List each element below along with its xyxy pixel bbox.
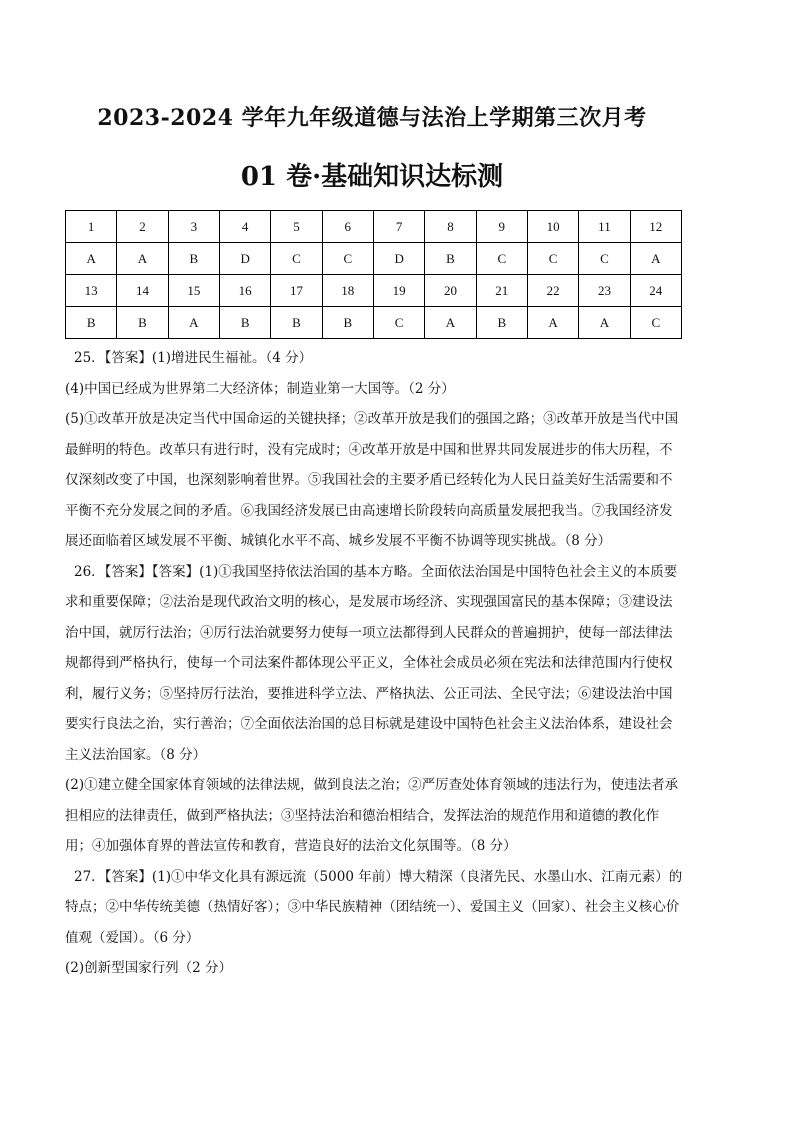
answer-letter-cell: B — [476, 307, 527, 339]
answer-explanations — [65, 343, 685, 984]
question-number-cell: 15 — [168, 275, 219, 307]
answer-letter-cell: C — [322, 243, 373, 275]
answer-27-part2: (2)创新型国家行列（2 分） — [65, 960, 233, 976]
answer-letter-cell: B — [66, 307, 117, 339]
answer-letter-cell: B — [117, 307, 168, 339]
question-number-cell: 20 — [425, 275, 476, 307]
answer-letter-cell: A — [66, 243, 117, 275]
answer-letter-row — [66, 307, 682, 339]
answer-letter-cell: C — [579, 243, 630, 275]
answer-25-part4: (4)中国已经成为世界第二大经济体；制造业第一大国等。（2 分） — [65, 380, 455, 397]
answer-letter-cell: C — [527, 243, 578, 275]
document-title: 2023-2024 学年九年级道德与法治上学期第三次月考 — [97, 105, 647, 131]
answer-letter-cell: A — [579, 307, 630, 339]
answer-letter-cell: D — [219, 243, 270, 275]
answer-letter-cell: B — [322, 307, 373, 339]
question-number-cell: 18 — [322, 275, 373, 307]
answer-26-part1: 26．【答案】【答案】(1)①我国坚持依法治国的基本方略。全面依法治国是中国特色社会主义的本质要求和重要保障；②法治是现代政治文明的核心，是发展市场经济、实现强国富民的基本保障；③建设法治中国，就厉行法治；④厉行法治就要努力使每一项立法都得到人民群众的普遍拥护，使每一部法律法规都得到严格执行，使每一个司法案件都体现公平正义，全体社会成员必须在宪法和法律范围内行使权利，履行义务；⑤坚持厉行法治，要推进科学立法、严格执法、公正司法、全民守法；⑥建设法治中国要实行良法之治，实行善治；⑦全面依法治国的总目标就是建设中国特色社会主义法治体系，建设社会主义法治国家。（8 分） — [65, 563, 678, 763]
question-number-cell: 10 — [527, 211, 578, 243]
question-number-cell: 13 — [66, 275, 117, 307]
answer-table — [65, 210, 682, 339]
question-number-cell: 19 — [373, 275, 424, 307]
answer-letter-cell: C — [373, 307, 424, 339]
question-number-cell: 4 — [219, 211, 270, 243]
question-number-cell: 16 — [219, 275, 270, 307]
answer-letter-cell: C — [476, 243, 527, 275]
question-number-row — [66, 275, 682, 307]
answer-letter-cell: A — [425, 307, 476, 339]
question-number-cell: 6 — [322, 211, 373, 243]
answer-letter-cell: C — [271, 243, 322, 275]
question-number-cell: 1 — [66, 211, 117, 243]
answer-letter-cell: A — [630, 243, 681, 275]
question-number-cell: 2 — [117, 211, 168, 243]
answer-letter-row — [66, 243, 682, 275]
question-number-cell: 22 — [527, 275, 578, 307]
question-number-cell: 8 — [425, 211, 476, 243]
question-number-cell: 11 — [579, 211, 630, 243]
answer-25-part5: (5)①改革开放是决定当代中国命运的关键抉择；②改革开放是我们的强国之路；③改革开放是当代中国最鲜明的特色。改革只有进行时，没有完成时；④改革开放是中国和世界共同发展进步的伟大历程，不仅深刻改变了中国，也深刻影响着世界。⑤我国社会的主要矛盾已经转化为人民日益美好生活需要和不平衡不充分发展之间的矛盾。⑥我国经济发展已由高速增长阶段转向高质量发展把我当。⑦我国经济发展还面临着区域发展不平衡、城镇化水平不高、城乡发展不平衡不协调等现实挑战。（8 分） — [65, 411, 679, 549]
answer-letter-cell: B — [425, 243, 476, 275]
answer-letter-cell: A — [168, 307, 219, 339]
question-number-cell: 3 — [168, 211, 219, 243]
document-subtitle: 01 卷·基础知识达标测 — [240, 162, 504, 192]
question-number-cell: 23 — [579, 275, 630, 307]
question-number-cell: 5 — [271, 211, 322, 243]
answer-letter-cell: B — [271, 307, 322, 339]
answer-26-part2: (2)①建立健全国家体育领域的法律法规，做到良法之治；②严厉查处体育领域的违法行为，使违法者承担相应的法律责任，做到严格执法；③坚持法治和德治相结合，发挥法治的规范作用和道德的教化作用；④加强体育界的普法宣传和教育，营造良好的法治文化氛围等。（8 分） — [65, 777, 679, 854]
answer-letter-cell: A — [527, 307, 578, 339]
answer-letter-cell: C — [630, 307, 681, 339]
answer-25-part1: 25．【答案】(1)增进民生福祉。（4 分） — [74, 350, 313, 366]
answer-27-part1: 27．【答案】(1)①中华文化具有源远流（5000 年前）博大精深（良渚先民、水墨山水、江南元素）的特点；②中华传统美德（热情好客）；③中华民族精神（团结统一）、爱国主义（回家）、社会主义核心价值观（爱国）。（6 分） — [65, 868, 683, 946]
question-number-cell: 12 — [630, 211, 681, 243]
question-number-cell: 7 — [373, 211, 424, 243]
answer-letter-cell: D — [373, 243, 424, 275]
answer-letter-cell: B — [168, 243, 219, 275]
question-number-cell: 17 — [271, 275, 322, 307]
question-number-cell: 21 — [476, 275, 527, 307]
question-number-cell: 24 — [630, 275, 681, 307]
answer-letter-cell: A — [117, 243, 168, 275]
question-number-cell: 14 — [117, 275, 168, 307]
question-number-row — [66, 211, 682, 243]
question-number-cell: 9 — [476, 211, 527, 243]
answer-letter-cell: B — [219, 307, 270, 339]
